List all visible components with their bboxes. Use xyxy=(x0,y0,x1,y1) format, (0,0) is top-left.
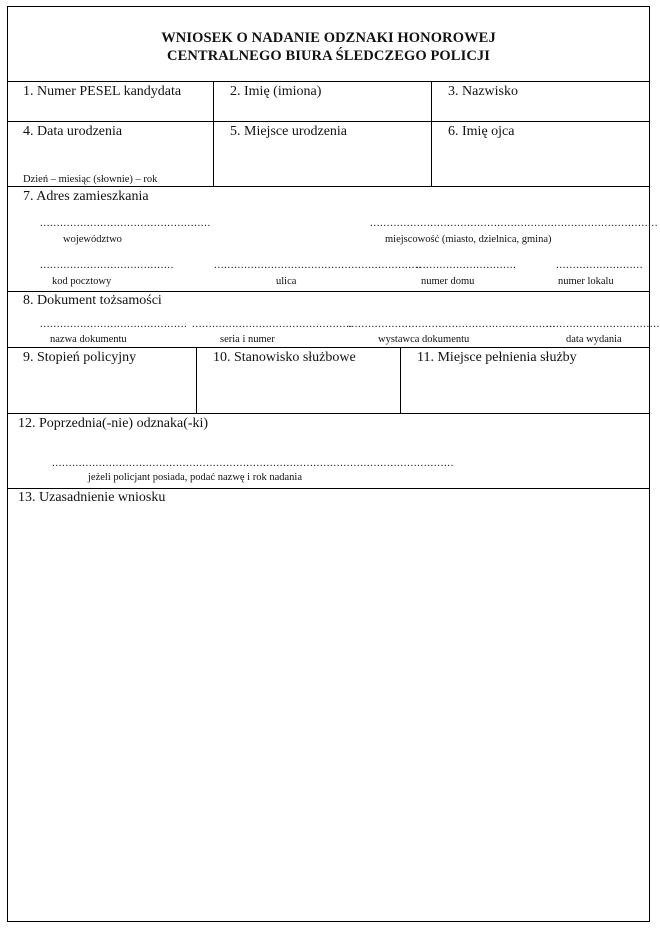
field-birth-place[interactable]: 5. Miejsce urodzenia xyxy=(230,124,348,139)
column-divider xyxy=(196,347,197,413)
dotted-line: ...................................................................................... xyxy=(370,217,659,229)
field-pesel[interactable]: 1. Numer PESEL kandydata xyxy=(23,84,182,99)
column-divider xyxy=(431,81,432,186)
column-divider xyxy=(213,81,214,186)
dotted-line: .............................. xyxy=(416,259,517,271)
row-divider xyxy=(8,291,649,292)
dotted-line: ........................................................................................................................ xyxy=(52,457,454,469)
dotted-line: ................................................ xyxy=(192,318,353,330)
field-father-name[interactable]: 6. Imię ojca xyxy=(448,124,515,139)
document-serial-label: seria i numer xyxy=(220,334,275,345)
address-street-label: ulica xyxy=(276,276,297,287)
row-divider xyxy=(8,488,649,489)
address-voivodeship-label: województwo xyxy=(63,234,122,245)
address-house-number-label: numer domu xyxy=(421,276,475,287)
field-justification[interactable]: 13. Uzasadnienie wniosku xyxy=(18,490,166,505)
address-postal-code-label: kod pocztowy xyxy=(52,276,112,287)
birth-date-hint: Dzień – miesiąc (słownie) – rok xyxy=(23,174,158,185)
form-title-line-1: WNIOSEK O NADANIE ODZNAKI HONOROWEJ xyxy=(161,30,496,46)
field-birth-date[interactable]: 4. Data urodzenia xyxy=(23,124,123,139)
document-issuer-label: wystawca dokumentu xyxy=(378,334,470,345)
document-name-label: nazwa dokumentu xyxy=(50,334,127,345)
dotted-line: ........................................ xyxy=(40,259,174,271)
previous-badges-hint: jeżeli policjant posiada, podać nazwę i rok nadania xyxy=(88,472,302,483)
field-position[interactable]: 10. Stanowisko służbowe xyxy=(213,350,356,365)
dotted-line: .............................................................. xyxy=(348,318,556,330)
row-divider xyxy=(8,81,649,82)
field-first-name[interactable]: 2. Imię (imiona) xyxy=(230,84,322,99)
dotted-line: .......................... xyxy=(556,259,644,271)
dotted-line: ................................................... xyxy=(40,217,211,229)
row-divider xyxy=(8,186,649,187)
address-flat-number-label: numer lokalu xyxy=(558,276,614,287)
field-place-of-service[interactable]: 11. Miejsce pełnienia służby xyxy=(417,350,577,365)
dotted-line: .............................................................. xyxy=(214,259,422,271)
row-divider xyxy=(8,121,649,122)
document-issue-date-label: data wydania xyxy=(566,334,622,345)
column-divider xyxy=(400,347,401,413)
dotted-line: ............................................ xyxy=(40,318,188,330)
field-identity-document[interactable]: 8. Dokument tożsamości xyxy=(23,293,162,308)
field-surname[interactable]: 3. Nazwisko xyxy=(448,84,518,99)
form-title-line-2: CENTRALNEGO BIURA ŚLEDCZEGO POLICJI xyxy=(167,48,490,64)
application-form xyxy=(7,6,660,922)
field-police-rank[interactable]: 9. Stopień policyjny xyxy=(23,350,137,365)
field-previous-badges[interactable]: 12. Poprzednia(-nie) odznaka(-ki) xyxy=(18,416,209,431)
address-locality-label: miejscowość (miasto, dzielnica, gmina) xyxy=(385,234,552,245)
dotted-line: .................................. xyxy=(546,318,660,330)
field-address[interactable]: 7. Adres zamieszkania xyxy=(23,189,149,204)
row-divider xyxy=(8,413,649,414)
row-divider xyxy=(8,347,649,348)
